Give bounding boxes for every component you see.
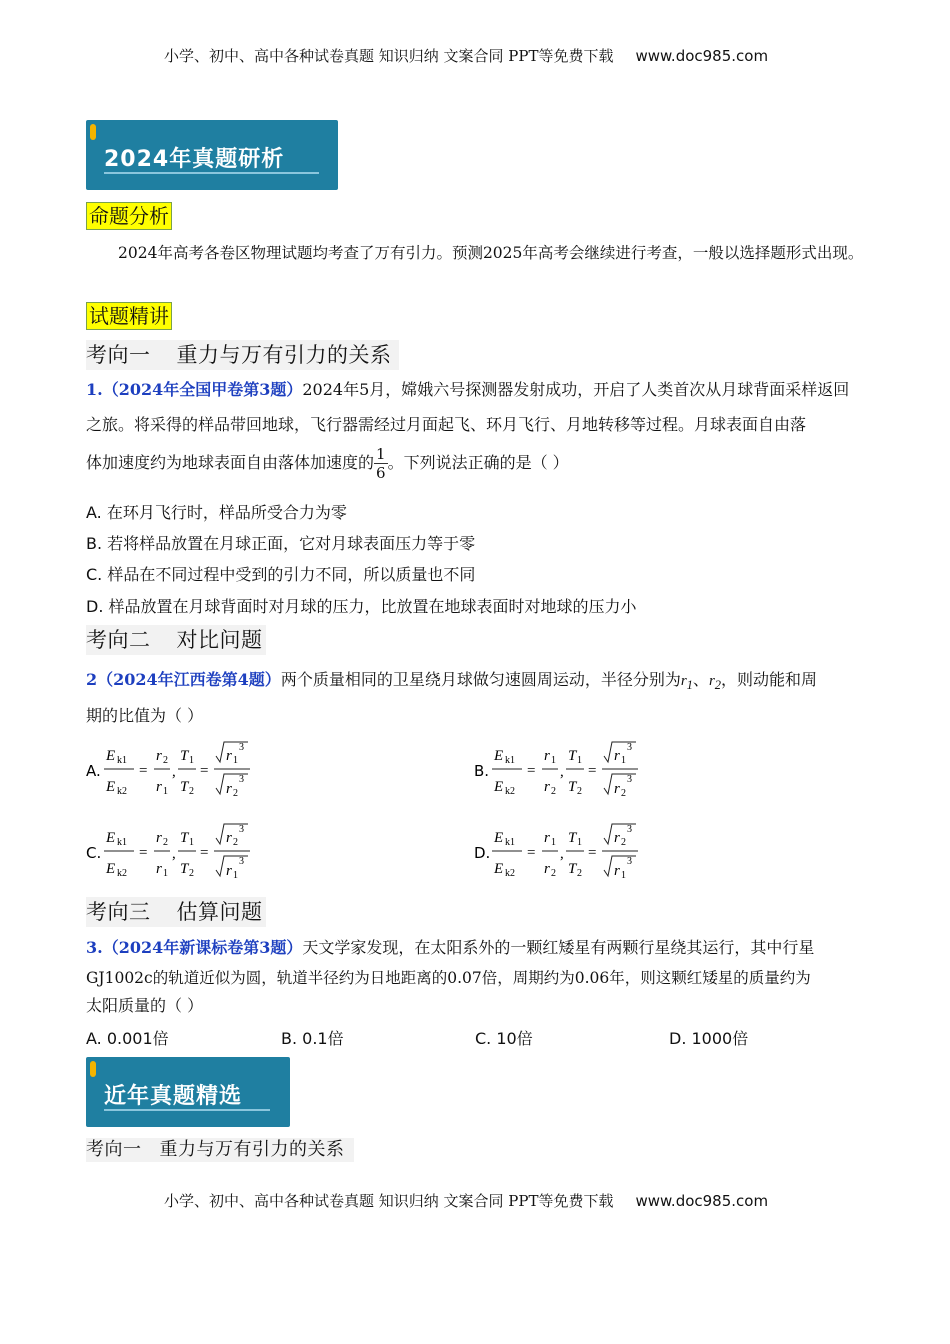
svg-text:r: r — [156, 830, 162, 846]
label-lecture: 试题精讲 — [86, 302, 172, 330]
q3-source: （2024年新课标卷第3题） — [102, 938, 303, 957]
svg-text:=: = — [588, 845, 597, 861]
svg-text:2: 2 — [621, 837, 626, 848]
svg-text:1: 1 — [163, 786, 168, 797]
svg-text:r: r — [226, 781, 232, 797]
svg-text:r: r — [614, 863, 620, 879]
svg-text:1: 1 — [189, 755, 194, 766]
svg-text:1: 1 — [551, 837, 556, 848]
svg-text:2: 2 — [551, 868, 556, 879]
page-header — [164, 45, 768, 66]
section1-title: 重力与万有引力的关系 — [176, 343, 392, 367]
section3-prefix: 考向三 — [86, 900, 151, 924]
svg-text:3: 3 — [627, 856, 632, 867]
section2-title: 对比问题 — [176, 628, 263, 652]
footer-text: 小学、初中、高中各种试卷真题 知识归纳 文案合同 PPT等免费下载 — [164, 1192, 614, 1210]
q1-text-c: 。下列说法正确的是（ ） — [387, 453, 569, 472]
svg-text:3: 3 — [627, 824, 632, 835]
svg-text:r: r — [156, 861, 162, 877]
section-heading-4 — [86, 1138, 354, 1162]
svg-text:1: 1 — [233, 755, 238, 766]
q2-text-b: ，则动能和周 — [721, 670, 818, 689]
svg-text:r: r — [544, 748, 550, 764]
svg-text:1: 1 — [551, 755, 556, 766]
svg-text:r: r — [226, 863, 232, 879]
q1-text-a: 2024年5月，嫦娥六号探测器发射成功，开启了人类首次从月球背面采样返回之旅。将采得的样品带回地球，飞行器需经过月面起飞、环月飞行、月地转移等过程。月球表面自由落 — [86, 380, 850, 434]
svg-text:2: 2 — [233, 788, 238, 799]
section3-title: 估算问题 — [176, 900, 263, 924]
svg-text:r: r — [544, 830, 550, 846]
banner2-tick-icon — [90, 1061, 96, 1077]
q3-option-d[interactable]: D. 1000倍 — [669, 1029, 749, 1048]
svg-text:=: = — [200, 845, 209, 861]
svg-text:3: 3 — [239, 824, 244, 835]
q1-option-b[interactable]: B. 若将样品放置在月球正面，它对月球表面压力等于零 — [86, 534, 476, 553]
q1-source: （2024年全国甲卷第3题） — [102, 380, 303, 399]
q2-option-a[interactable] — [86, 742, 250, 799]
svg-text:2: 2 — [551, 786, 556, 797]
question-2-line-1 — [86, 662, 817, 703]
q2-sep: 、 — [692, 670, 709, 689]
q3-text-a: 天文学家发现，在太阳系外的一颗红矮星有两颗行星绕其运行，其中行星 — [302, 938, 815, 957]
svg-text:T: T — [180, 779, 189, 795]
banner2-underline — [104, 1109, 270, 1111]
q3-number: 3. — [86, 938, 103, 957]
section2-prefix: 考向二 — [86, 628, 151, 652]
q2-a-label: A. — [86, 762, 101, 780]
svg-text:2: 2 — [577, 868, 582, 879]
svg-text:,: , — [172, 846, 176, 862]
q3-text-c: 太阳质量的（ ） — [86, 996, 204, 1015]
svg-text:2: 2 — [621, 788, 626, 799]
q3-option-c[interactable]: C. 10倍 — [475, 1029, 533, 1048]
q1-frac-den: 6 — [376, 464, 386, 482]
svg-text:T: T — [180, 861, 189, 877]
section-heading-2 — [86, 625, 266, 655]
q2-number: 2 — [86, 670, 98, 689]
svg-text:3: 3 — [239, 774, 244, 785]
svg-text:r: r — [614, 748, 620, 764]
svg-text:r: r — [544, 779, 550, 795]
svg-text:2: 2 — [189, 868, 194, 879]
q1-option-c[interactable]: C. 样品在不同过程中受到的引力不同，所以质量也不同 — [86, 565, 476, 584]
q2-b-label: B. — [474, 762, 490, 780]
svg-text:2: 2 — [233, 837, 238, 848]
svg-text:3: 3 — [627, 742, 632, 753]
banner-2024 — [86, 120, 338, 190]
svg-text:1: 1 — [577, 837, 582, 848]
q1-fraction — [374, 445, 388, 482]
svg-text:r: r — [156, 748, 162, 764]
q1-frac-num: 1 — [376, 445, 386, 463]
svg-text:T: T — [180, 830, 189, 846]
svg-text:=: = — [588, 763, 597, 779]
footer-url[interactable]: www.doc985.com — [635, 1192, 769, 1210]
q3-option-a[interactable]: A. 0.001倍 — [86, 1029, 169, 1048]
svg-text:T: T — [568, 861, 577, 877]
svg-text:2: 2 — [163, 837, 168, 848]
banner-recent — [86, 1057, 290, 1127]
svg-text:1: 1 — [577, 755, 582, 766]
banner-tick-icon — [90, 124, 96, 140]
analysis-paragraph: 2024年高考各卷区物理试题均考查了万有引力。预测2025年高考会继续进行考查，一般以选择题形式出现。 — [118, 244, 864, 262]
svg-text:r: r — [544, 861, 550, 877]
svg-text:r: r — [614, 830, 620, 846]
section4-prefix: 考向一 — [86, 1139, 142, 1160]
svg-text:2: 2 — [577, 786, 582, 797]
q1-option-a[interactable]: A. 在环月飞行时，样品所受合力为零 — [86, 503, 347, 522]
q2-r2: $r_2$ — [708, 673, 722, 692]
svg-text:,: , — [560, 764, 564, 780]
q2-option-b[interactable] — [474, 742, 638, 799]
svg-text:1: 1 — [233, 870, 238, 881]
svg-text:r: r — [226, 830, 232, 846]
svg-text:T: T — [568, 830, 577, 846]
header-url[interactable]: www.doc985.com — [635, 47, 769, 65]
question-1 — [86, 372, 864, 442]
svg-text:,: , — [560, 846, 564, 862]
svg-text:3: 3 — [239, 742, 244, 753]
svg-text:T: T — [180, 748, 189, 764]
svg-text:1: 1 — [621, 870, 626, 881]
q2-text-a: 两个质量相同的卫星绕月球做匀速圆周运动，半径分别为 — [280, 670, 681, 689]
svg-text:1: 1 — [189, 837, 194, 848]
q1-number: 1. — [86, 380, 103, 399]
section-heading-3 — [86, 897, 266, 927]
q2-option-c[interactable] — [86, 824, 250, 881]
q2-text-c: 期的比值为（ ） — [86, 706, 204, 725]
svg-text:3: 3 — [239, 856, 244, 867]
q1-option-d[interactable]: D. 样品放置在月球背面时对月球的压力，比放置在地球表面时对地球的压力小 — [86, 597, 637, 616]
q1-line-3 — [86, 440, 569, 486]
banner-title: 2024年真题研析 — [104, 147, 285, 172]
question-3-line-1 — [86, 932, 814, 964]
svg-text:r: r — [156, 779, 162, 795]
q3-option-b[interactable]: B. 0.1倍 — [281, 1029, 344, 1048]
q2-option-d[interactable] — [474, 824, 638, 881]
svg-text:=: = — [200, 763, 209, 779]
svg-text:,: , — [172, 764, 176, 780]
svg-text:r: r — [226, 748, 232, 764]
svg-text:T: T — [568, 779, 577, 795]
svg-text:2: 2 — [163, 755, 168, 766]
svg-text:T: T — [568, 748, 577, 764]
svg-text:1: 1 — [621, 755, 626, 766]
q1-text-b: 体加速度约为地球表面自由落体加速度的 — [86, 453, 375, 472]
svg-text:3: 3 — [627, 774, 632, 785]
section1-prefix: 考向一 — [86, 343, 151, 367]
svg-text:2: 2 — [189, 786, 194, 797]
q2-source: （2024年江西卷第4题） — [97, 670, 281, 689]
q3-text-b: GJ1002c的轨道近似为圆，轨道半径约为日地距离的0.07倍，周期约为0.06年，则这颗红矮星的质量约为 — [86, 969, 811, 987]
svg-text:1: 1 — [163, 868, 168, 879]
label-analysis: 命题分析 — [86, 202, 172, 230]
section-heading-1 — [86, 340, 399, 370]
q2-c-label: C. — [86, 844, 102, 862]
q2-d-label: D. — [474, 844, 491, 862]
q2-r1: $r_1$ — [680, 673, 693, 692]
page-footer — [164, 1190, 768, 1211]
header-text: 小学、初中、高中各种试卷真题 知识归纳 文案合同 PPT等免费下载 — [164, 47, 614, 65]
banner-underline — [104, 172, 319, 174]
banner2-title: 近年真题精选 — [104, 1084, 243, 1109]
svg-text:r: r — [614, 781, 620, 797]
section4-title: 重力与万有引力的关系 — [159, 1139, 345, 1160]
q2-options-formulas — [86, 732, 866, 892]
